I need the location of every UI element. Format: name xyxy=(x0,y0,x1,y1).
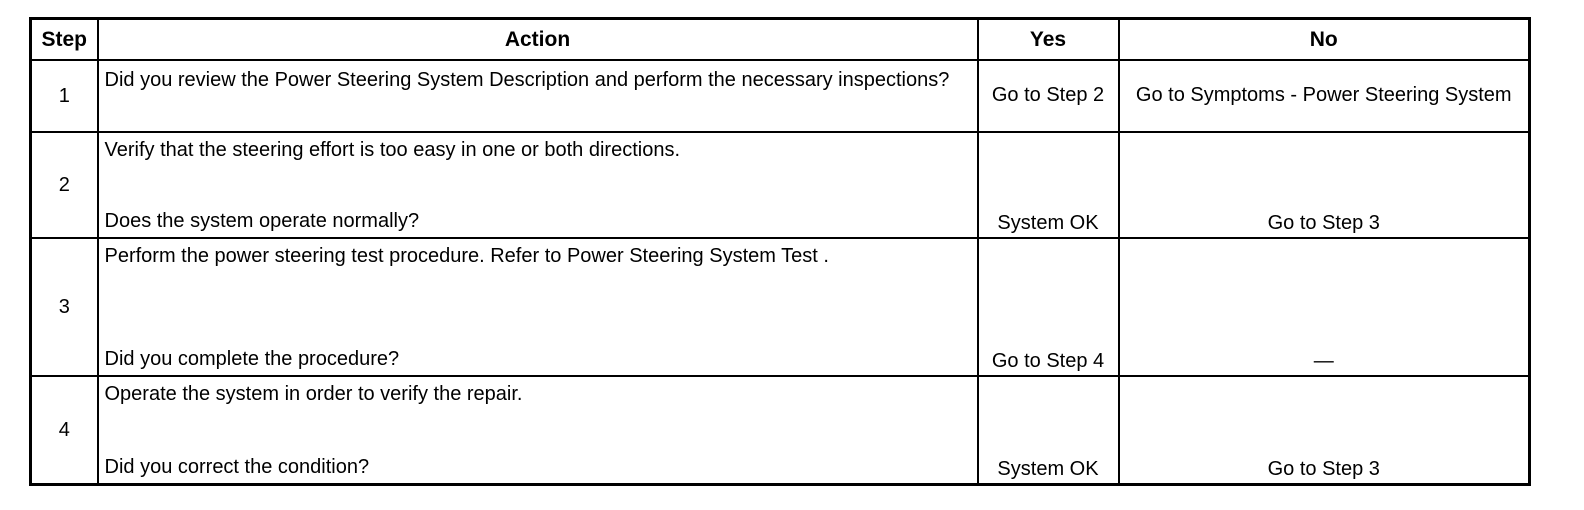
no-result: Go to Step 3 xyxy=(1119,132,1530,238)
yes-result: System OK xyxy=(978,132,1119,238)
table-row xyxy=(31,60,1530,132)
action-cell xyxy=(98,132,978,238)
action-question: Did you complete the procedure? xyxy=(104,348,400,370)
step-number: 1 xyxy=(31,60,98,132)
table-row xyxy=(31,238,1530,376)
step-number: 3 xyxy=(31,238,98,376)
action-question: Did you correct the condition? xyxy=(104,456,370,478)
header-action: Action xyxy=(98,19,978,61)
action-instruction: Verify that the steering effort is too easy in one or both directions. xyxy=(104,139,681,161)
diagnostic-table xyxy=(29,17,1531,486)
table-row xyxy=(31,132,1530,238)
header-yes: Yes xyxy=(978,19,1119,61)
action-cell xyxy=(98,60,978,132)
step-number: 4 xyxy=(31,376,98,485)
action-cell xyxy=(98,238,978,376)
no-result: — xyxy=(1119,238,1530,376)
header-no: No xyxy=(1119,19,1530,61)
yes-result: Go to Step 2 xyxy=(978,60,1119,132)
step-number: 2 xyxy=(31,132,98,238)
action-instruction: Perform the power steering test procedure. Refer to Power Steering System Test . xyxy=(104,245,829,267)
header-row xyxy=(31,19,1530,61)
no-result: Go to Symptoms - Power Steering System xyxy=(1119,60,1530,132)
no-result: Go to Step 3 xyxy=(1119,376,1530,485)
header-step: Step xyxy=(31,19,98,61)
action-instruction: Operate the system in order to verify the repair. xyxy=(104,383,523,405)
table-row xyxy=(31,376,1530,485)
action-question: Did you review the Power Steering System Description and perform the necessary inspections? xyxy=(104,69,950,91)
yes-result: Go to Step 4 xyxy=(978,238,1119,376)
action-cell xyxy=(98,376,978,485)
action-question: Does the system operate normally? xyxy=(104,210,420,232)
yes-result: System OK xyxy=(978,376,1119,485)
